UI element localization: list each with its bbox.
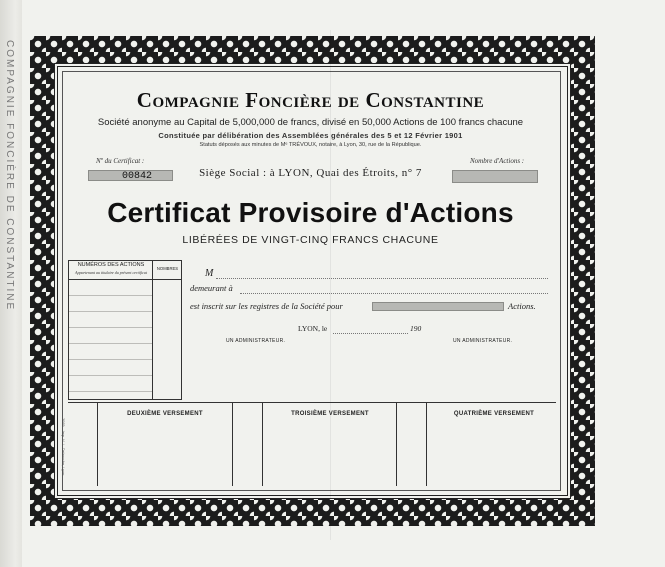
place-date-label: LYON, le (298, 324, 328, 333)
date-dotted-line (333, 333, 408, 334)
payment-divider (396, 402, 397, 486)
shares-count-label: Nombre d'Actions : (470, 157, 525, 165)
table-header-rule (68, 279, 182, 280)
payment-divider (97, 402, 98, 486)
table-row-line (69, 391, 152, 392)
administrator-right-label: UN ADMINISTRATEUR. (453, 338, 513, 344)
side-stub-label: COMPAGNIE FONCIÈRE DE CONSTANTINE (4, 40, 15, 312)
fourth-payment-label: QUATRIÈME VERSEMENT (453, 411, 535, 417)
table-header-numbers-sub: Appartenant au titulaire du présent certificat (75, 270, 147, 275)
table-row-line (69, 327, 152, 328)
certificate-title: Certificat Provisoire d'Actions (107, 197, 514, 228)
certificate-number: 00842 (88, 170, 173, 181)
company-name: Compagnie Foncière de Constantine (136, 88, 485, 112)
table-row-line (69, 359, 152, 360)
capital-line: Société anonyme au Capital de 5,000,000 de francs, divisé en 50,000 Actions de 100 francs chacune (97, 117, 524, 128)
table-header-count: NOMBRES (156, 266, 179, 271)
table-row-line (69, 375, 152, 376)
table-column-divider (152, 260, 153, 400)
table-row-line (69, 311, 152, 312)
holder-label: M (205, 268, 214, 279)
printer-credit (58, 418, 66, 488)
share-numbers-table (68, 260, 182, 400)
shares-amount-box (372, 302, 504, 311)
year-label: 190 (410, 324, 422, 333)
payment-divider (426, 402, 427, 486)
address-dotted-line (240, 293, 548, 294)
table-row-line (69, 295, 152, 296)
constitution-line: Constituée par délibération des Assemblées générales des 5 et 12 Février 1901 (158, 131, 463, 140)
registered-office: Siège Social : à LYON, Quai des Étroits, n° 7 (199, 167, 422, 179)
payment-divider (262, 402, 263, 486)
printer-credit-text: 2069 – Imp. V.-L. Delaroche, Lyon (61, 418, 65, 476)
statuts-line: Statuts déposés aux minutes de Mᵉ TRÉVOUX, notaire, à Lyon, 30, rue de la République. (199, 142, 422, 148)
actions-label: Actions. (508, 301, 536, 311)
table-header-numbers: NUMÉROS DES ACTIONS (77, 262, 145, 268)
administrator-left-label: UN ADMINISTRATEUR. (226, 338, 286, 344)
third-payment-label: TROISIÈME VERSEMENT (291, 411, 369, 417)
certificate-number-label: Nº du Certificat : (96, 157, 145, 165)
second-payment-label: DEUXIÈME VERSEMENT (127, 411, 203, 417)
holder-dotted-line (216, 278, 548, 279)
registered-for-label: est inscrit sur les registres de la Société pour (190, 301, 343, 311)
address-label: demeurant à (190, 283, 233, 293)
table-row-line (69, 343, 152, 344)
certificate-subtitle: LIBÉRÉES DE VINGT-CINQ FRANCS CHACUNE (182, 234, 439, 246)
payment-divider (232, 402, 233, 486)
side-stub-text (4, 40, 18, 510)
